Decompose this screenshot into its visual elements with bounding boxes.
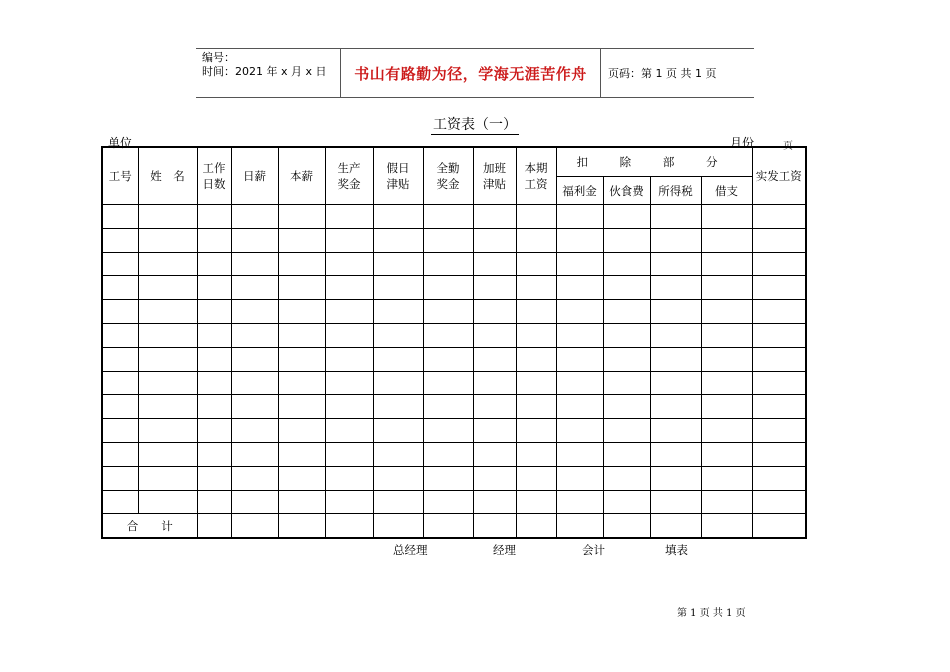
col-header-production-bonus <box>325 147 373 205</box>
table-cell[interactable] <box>373 205 423 229</box>
table-cell[interactable] <box>650 395 701 419</box>
table-cell[interactable] <box>197 252 231 276</box>
table-cell[interactable] <box>278 490 325 514</box>
table-cell[interactable] <box>473 395 516 419</box>
table-cell[interactable] <box>102 276 138 300</box>
table-cell[interactable] <box>556 228 603 252</box>
table-cell[interactable] <box>102 395 138 419</box>
table-cell[interactable] <box>650 419 701 443</box>
table-cell[interactable] <box>752 347 806 371</box>
table-cell[interactable] <box>473 514 516 539</box>
col-header-base-pay: 本薪 <box>278 147 325 205</box>
table-cell[interactable] <box>473 490 516 514</box>
table-cell[interactable] <box>138 205 197 229</box>
table-cell[interactable] <box>197 300 231 324</box>
time-label: 时间：2021 年 x 月 x 日 <box>202 65 327 78</box>
table-cell[interactable] <box>603 395 650 419</box>
table-cell[interactable] <box>325 228 373 252</box>
table-cell[interactable] <box>752 252 806 276</box>
table-cell[interactable] <box>278 395 325 419</box>
table-cell[interactable] <box>650 514 701 539</box>
table-cell[interactable] <box>650 252 701 276</box>
table-cell[interactable] <box>278 419 325 443</box>
table-cell[interactable] <box>231 300 278 324</box>
table-cell[interactable] <box>516 276 556 300</box>
table-cell[interactable] <box>197 323 231 347</box>
table-cell[interactable] <box>325 466 373 490</box>
header-meta <box>202 51 327 79</box>
table-cell[interactable] <box>325 395 373 419</box>
col-header-production-bonus-line1: 生产 <box>337 161 361 175</box>
table-cell[interactable] <box>231 395 278 419</box>
table-cell[interactable] <box>603 347 650 371</box>
table-cell[interactable] <box>516 466 556 490</box>
table-cell[interactable] <box>701 514 752 539</box>
table-cell[interactable] <box>373 371 423 395</box>
table-cell[interactable] <box>701 323 752 347</box>
table-cell[interactable] <box>556 205 603 229</box>
table-cell[interactable] <box>373 395 423 419</box>
table-cell[interactable] <box>473 371 516 395</box>
col-header-production-bonus-line2: 奖金 <box>337 177 361 191</box>
table-cell[interactable] <box>197 466 231 490</box>
col-header-deductions: 扣 除 部 分 <box>556 147 752 177</box>
table-cell[interactable] <box>373 276 423 300</box>
table-row <box>102 276 806 300</box>
table-cell[interactable] <box>650 371 701 395</box>
table-cell[interactable] <box>556 466 603 490</box>
table-cell[interactable] <box>752 490 806 514</box>
table-cell[interactable] <box>325 252 373 276</box>
table-row <box>102 228 806 252</box>
table-cell[interactable] <box>373 300 423 324</box>
table-cell[interactable] <box>603 252 650 276</box>
total-label: 合 计 <box>102 514 197 539</box>
col-header-attendance-line1: 全勤 <box>436 161 460 175</box>
table-cell[interactable] <box>231 276 278 300</box>
table-cell[interactable] <box>197 419 231 443</box>
table-cell[interactable] <box>197 442 231 466</box>
table-cell[interactable] <box>752 514 806 539</box>
table-cell[interactable] <box>373 252 423 276</box>
table-cell[interactable] <box>373 466 423 490</box>
table-cell[interactable] <box>138 395 197 419</box>
table-row <box>102 419 806 443</box>
table-cell[interactable] <box>603 228 650 252</box>
sign-manager: 经理 <box>493 543 516 557</box>
serial-label: 编号： <box>202 51 235 64</box>
table-cell[interactable] <box>278 347 325 371</box>
table-cell[interactable] <box>556 323 603 347</box>
table-cell[interactable] <box>701 205 752 229</box>
table-cell[interactable] <box>556 395 603 419</box>
table-cell[interactable] <box>102 466 138 490</box>
table-cell[interactable] <box>138 347 197 371</box>
table-cell[interactable] <box>138 228 197 252</box>
table-cell[interactable] <box>231 323 278 347</box>
table-cell[interactable] <box>650 300 701 324</box>
page-footer: 第 1 页 共 1 页 <box>677 608 746 619</box>
table-cell[interactable] <box>516 490 556 514</box>
table-cell[interactable] <box>603 442 650 466</box>
document-header <box>196 48 754 98</box>
table-cell[interactable] <box>231 371 278 395</box>
table-cell[interactable] <box>138 442 197 466</box>
table-cell[interactable] <box>278 228 325 252</box>
table-cell[interactable] <box>556 419 603 443</box>
table-cell[interactable] <box>603 276 650 300</box>
table-cell[interactable] <box>231 514 278 539</box>
col-header-workdays-line1: 工作 <box>202 161 226 175</box>
table-cell[interactable] <box>701 395 752 419</box>
header-motto: 书山有路勤为径，学海无涯苦作舟 <box>354 64 587 83</box>
table-cell[interactable] <box>603 323 650 347</box>
col-header-id: 工号 <box>102 147 138 205</box>
table-cell[interactable] <box>278 442 325 466</box>
table-cell[interactable] <box>516 252 556 276</box>
table-cell[interactable] <box>473 252 516 276</box>
table-cell[interactable] <box>138 419 197 443</box>
table-cell[interactable] <box>701 252 752 276</box>
table-cell[interactable] <box>650 276 701 300</box>
table-cell[interactable] <box>102 323 138 347</box>
table-cell[interactable] <box>752 442 806 466</box>
table-cell[interactable] <box>278 205 325 229</box>
table-cell[interactable] <box>752 276 806 300</box>
table-cell[interactable] <box>752 323 806 347</box>
table-cell[interactable] <box>231 466 278 490</box>
table-cell[interactable] <box>373 442 423 466</box>
table-cell[interactable] <box>556 252 603 276</box>
table-cell[interactable] <box>473 323 516 347</box>
table-cell[interactable] <box>373 228 423 252</box>
table-cell[interactable] <box>138 300 197 324</box>
table-cell[interactable] <box>603 514 650 539</box>
table-cell[interactable] <box>701 442 752 466</box>
col-header-holiday-line1: 假日 <box>386 161 410 175</box>
col-header-advance: 借支 <box>701 177 752 205</box>
table-cell[interactable] <box>197 205 231 229</box>
table-cell[interactable] <box>473 228 516 252</box>
table-cell[interactable] <box>701 228 752 252</box>
table-cell[interactable] <box>603 466 650 490</box>
table-row <box>102 323 806 347</box>
table-cell[interactable] <box>373 490 423 514</box>
table-cell[interactable] <box>423 300 473 324</box>
table-cell[interactable] <box>516 371 556 395</box>
table-cell[interactable] <box>473 419 516 443</box>
table-row <box>102 466 806 490</box>
table-cell[interactable] <box>473 442 516 466</box>
table-cell[interactable] <box>752 228 806 252</box>
table-cell[interactable] <box>325 419 373 443</box>
table-cell[interactable] <box>423 395 473 419</box>
table-cell[interactable] <box>197 490 231 514</box>
table-cell[interactable] <box>650 347 701 371</box>
table-cell[interactable] <box>423 466 473 490</box>
table-cell[interactable] <box>701 419 752 443</box>
table-body <box>102 205 806 514</box>
col-header-workdays-line2: 日数 <box>202 177 226 191</box>
table-cell[interactable] <box>752 395 806 419</box>
table-cell[interactable] <box>516 514 556 539</box>
table-cell[interactable] <box>325 205 373 229</box>
table-cell[interactable] <box>423 419 473 443</box>
table-cell[interactable] <box>102 490 138 514</box>
table-cell[interactable] <box>138 490 197 514</box>
table-cell[interactable] <box>701 490 752 514</box>
col-header-daily-pay: 日薪 <box>231 147 278 205</box>
table-cell[interactable] <box>197 347 231 371</box>
table-cell[interactable] <box>373 514 423 539</box>
table-cell[interactable] <box>423 347 473 371</box>
table-cell[interactable] <box>752 205 806 229</box>
unit-label: 单位 <box>108 136 133 150</box>
table-cell[interactable] <box>325 347 373 371</box>
col-header-meal-fee: 伙食费 <box>603 177 650 205</box>
table-cell[interactable] <box>423 205 473 229</box>
table-cell[interactable] <box>325 276 373 300</box>
table-cell[interactable] <box>516 419 556 443</box>
col-header-workdays <box>197 147 231 205</box>
table-cell[interactable] <box>603 205 650 229</box>
table-cell[interactable] <box>423 323 473 347</box>
table-cell[interactable] <box>197 514 231 539</box>
table-cell[interactable] <box>102 205 138 229</box>
table-cell[interactable] <box>603 490 650 514</box>
table-cell[interactable] <box>278 300 325 324</box>
table-cell[interactable] <box>373 347 423 371</box>
table-cell[interactable] <box>197 228 231 252</box>
col-header-overtime-line2: 津贴 <box>483 177 506 191</box>
table-cell[interactable] <box>473 300 516 324</box>
table-cell[interactable] <box>603 419 650 443</box>
table-cell[interactable] <box>701 300 752 324</box>
col-header-holiday-allowance <box>373 147 423 205</box>
table-cell[interactable] <box>752 300 806 324</box>
col-header-net-pay: 实发工资 <box>752 147 806 205</box>
table-cell[interactable] <box>650 323 701 347</box>
table-cell[interactable] <box>325 323 373 347</box>
table-cell[interactable] <box>603 300 650 324</box>
sign-general-manager: 总经理 <box>393 543 428 557</box>
table-row <box>102 347 806 371</box>
table-cell[interactable] <box>701 347 752 371</box>
table-cell[interactable] <box>556 490 603 514</box>
table-cell[interactable] <box>278 466 325 490</box>
table-cell[interactable] <box>278 252 325 276</box>
table-cell[interactable] <box>556 300 603 324</box>
table-cell[interactable] <box>650 228 701 252</box>
total-row <box>102 514 806 539</box>
col-header-period-wage-line1: 本期 <box>524 161 548 175</box>
table-cell[interactable] <box>516 323 556 347</box>
col-header-period-wage <box>516 147 556 205</box>
table-cell[interactable] <box>516 347 556 371</box>
table-cell[interactable] <box>650 466 701 490</box>
col-header-period-wage-line2: 工资 <box>524 177 548 191</box>
table-cell[interactable] <box>516 395 556 419</box>
table-cell[interactable] <box>752 466 806 490</box>
table-cell[interactable] <box>516 228 556 252</box>
table-cell[interactable] <box>556 276 603 300</box>
header-page-code: 页码：第 1 页 共 1 页 <box>608 67 717 80</box>
col-header-welfare: 福利金 <box>556 177 603 205</box>
table-cell[interactable] <box>278 323 325 347</box>
table-cell[interactable] <box>423 276 473 300</box>
table-cell[interactable] <box>278 276 325 300</box>
table-cell[interactable] <box>516 205 556 229</box>
title-text: 工资表（一） <box>433 117 517 133</box>
month-label: 月份 <box>730 136 755 150</box>
month-page-mark: 页 <box>783 141 793 152</box>
table-cell[interactable] <box>473 276 516 300</box>
table-cell[interactable] <box>373 323 423 347</box>
table-cell[interactable] <box>701 371 752 395</box>
table-cell[interactable] <box>102 300 138 324</box>
table-cell[interactable] <box>231 205 278 229</box>
table-cell[interactable] <box>423 442 473 466</box>
col-header-overtime-line1: 加班 <box>483 161 506 175</box>
table-cell[interactable] <box>231 490 278 514</box>
table-cell[interactable] <box>752 371 806 395</box>
table-cell[interactable] <box>231 252 278 276</box>
table-row <box>102 205 806 229</box>
table-cell[interactable] <box>556 371 603 395</box>
sign-accountant: 会计 <box>582 543 605 557</box>
sign-preparer: 填表 <box>665 543 688 557</box>
table-cell[interactable] <box>473 466 516 490</box>
payroll-table <box>101 146 807 539</box>
table-cell[interactable] <box>102 228 138 252</box>
table-row <box>102 490 806 514</box>
table-cell[interactable] <box>231 228 278 252</box>
col-header-income-tax: 所得税 <box>650 177 701 205</box>
table-cell[interactable] <box>102 371 138 395</box>
col-header-attendance-bonus <box>423 147 473 205</box>
table-cell[interactable] <box>423 514 473 539</box>
table-cell[interactable] <box>556 347 603 371</box>
table-cell[interactable] <box>102 419 138 443</box>
page-title <box>0 114 950 134</box>
table-cell[interactable] <box>231 442 278 466</box>
table-cell[interactable] <box>556 442 603 466</box>
table-cell[interactable] <box>102 252 138 276</box>
table-cell[interactable] <box>650 205 701 229</box>
table-cell[interactable] <box>423 490 473 514</box>
table-cell[interactable] <box>138 466 197 490</box>
table-cell[interactable] <box>138 276 197 300</box>
table-cell[interactable] <box>231 419 278 443</box>
table-cell[interactable] <box>516 442 556 466</box>
table-header-row <box>102 147 806 177</box>
table-cell[interactable] <box>516 300 556 324</box>
table-row <box>102 300 806 324</box>
table-cell[interactable] <box>650 442 701 466</box>
table-cell[interactable] <box>752 419 806 443</box>
table-cell[interactable] <box>325 300 373 324</box>
table-cell[interactable] <box>473 347 516 371</box>
table-cell[interactable] <box>102 347 138 371</box>
table-cell[interactable] <box>138 252 197 276</box>
table-cell[interactable] <box>197 395 231 419</box>
table-row <box>102 252 806 276</box>
table-cell[interactable] <box>603 371 650 395</box>
table-cell[interactable] <box>373 419 423 443</box>
table-cell[interactable] <box>650 490 701 514</box>
table-cell[interactable] <box>423 252 473 276</box>
table-cell[interactable] <box>473 205 516 229</box>
table-cell[interactable] <box>325 514 373 539</box>
table-cell[interactable] <box>197 276 231 300</box>
table-cell[interactable] <box>701 276 752 300</box>
table-cell[interactable] <box>278 514 325 539</box>
table-cell[interactable] <box>231 347 278 371</box>
table-cell[interactable] <box>423 228 473 252</box>
col-header-attendance-line2: 奖金 <box>436 177 460 191</box>
table-row <box>102 395 806 419</box>
table-cell[interactable] <box>556 514 603 539</box>
table-cell[interactable] <box>102 442 138 466</box>
table-cell[interactable] <box>325 371 373 395</box>
col-header-name: 姓 名 <box>138 147 197 205</box>
col-header-overtime-allowance <box>473 147 516 205</box>
table-cell[interactable] <box>197 371 231 395</box>
table-row <box>102 442 806 466</box>
col-header-holiday-line2: 津贴 <box>386 177 410 191</box>
table-cell[interactable] <box>138 323 197 347</box>
table-cell[interactable] <box>278 371 325 395</box>
header-divider <box>600 49 601 97</box>
table-cell[interactable] <box>325 490 373 514</box>
table-cell[interactable] <box>325 442 373 466</box>
table-cell[interactable] <box>701 466 752 490</box>
table-cell[interactable] <box>138 371 197 395</box>
table-cell[interactable] <box>423 371 473 395</box>
table-row <box>102 371 806 395</box>
